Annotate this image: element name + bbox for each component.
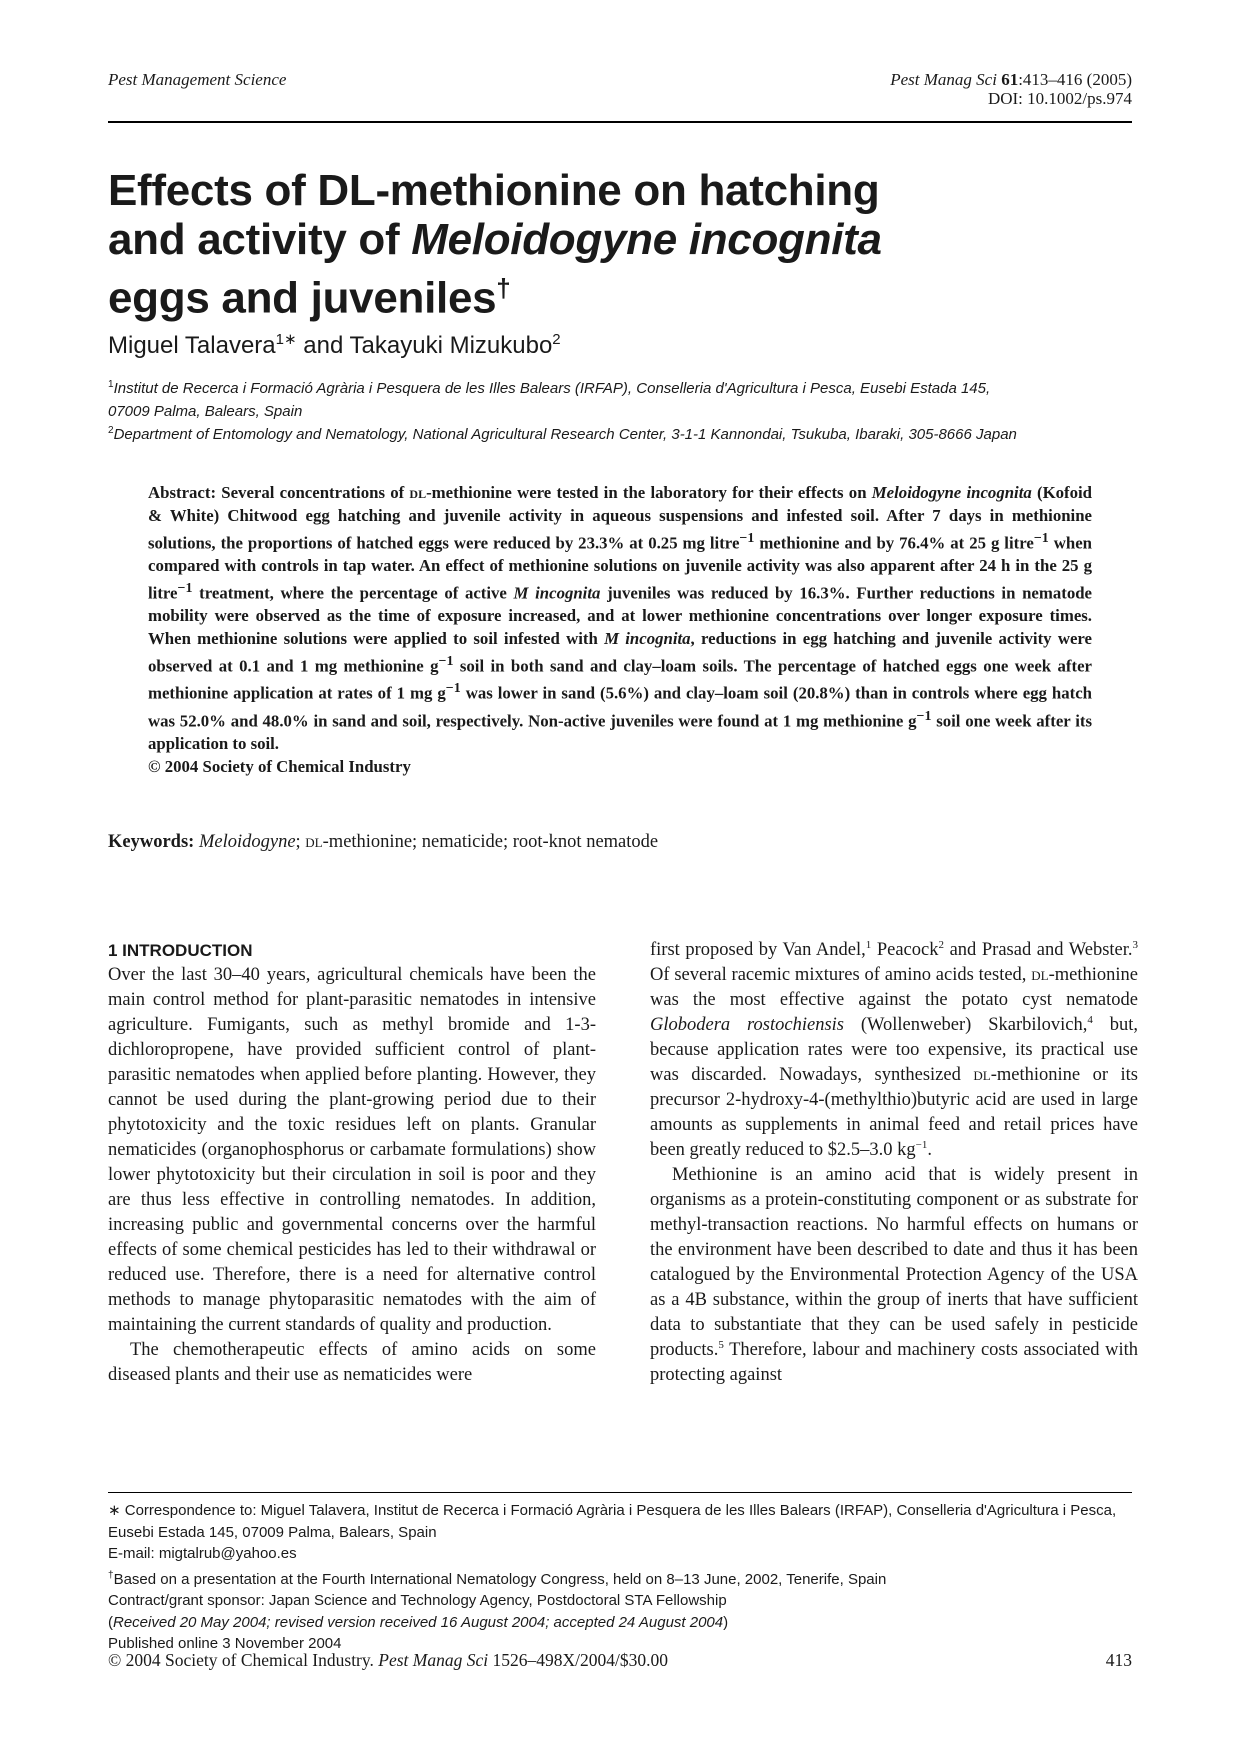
intro-paragraph-1: Over the last 30–40 years, agricultural chemicals have been the main control method for plant-parasitic nematodes in intensive agriculture. Fumigants, such as methyl bromide and 1-3-dichloropropene, have provided sufficient control of plant-parasitic nematodes when applied before planting. However, they cannot be used during the plant-growing period due to their phytotoxicity and the toxic residues left on plants. Granular nematicides (organophosphorus or carbamate formulations) show lower phytotoxicity but their circulation in soil is poor and they are thus less effective in controlling nematodes. In addition, increasing public and governmental concerns over the harmful effects of some chemical pesticides has led to their withdrawal or reduced use. Therefore, there is a need for alternative control methods to manage phytoparasitic nematodes with the aim of maintaining the current standards of quality and production. [108, 965, 596, 1335]
footer-copyright: © 2004 Society of Chemical Industry. Pest Manag Sci 1526–498X/2004/$30.00 [108, 1650, 668, 1670]
footnote-rule [108, 1492, 1132, 1493]
authors: Miguel Talavera$^{1∗}$ and Takayuki Mizukubo$^2$ [108, 331, 561, 359]
author-1: Miguel Talavera [108, 332, 276, 359]
title-line-2: and activity of Meloidogyne incognita [108, 215, 882, 264]
title-line-3: eggs and juveniles† [108, 273, 511, 323]
citation-volume: 61 [1001, 70, 1019, 89]
article-title [108, 166, 1128, 323]
citation [890, 70, 1132, 108]
title-line-1: Effects of DL-methionine on hatching [108, 166, 880, 215]
author-2: Takayuki Mizukubo [349, 332, 553, 359]
column-right [650, 938, 1138, 1388]
citation-journal: Pest Manag Sci [890, 70, 1002, 89]
received-footnote: (Received 20 May 2004; revised version received 16 August 2004; accepted 24 August 2004) [108, 1613, 729, 1631]
keywords: Keywords: Meloidogyne; dl-methionine; nematicide; root-knot nematode [108, 832, 659, 852]
title-species: Meloidogyne incognita [411, 215, 882, 264]
column-left [108, 938, 596, 1388]
abstract-label: Abstract: [148, 483, 217, 502]
keywords-label: Keywords: [108, 832, 195, 852]
title-dagger: † [496, 273, 511, 303]
intro-paragraph-2-cont: first proposed by Van Andel,$^1$ Peacock$^2$ and Prasad and Webster.$^3$ Of several racemic mixtures of amino acids tested, dl-methionine was the most effective against the potato cyst nematode Globodera rostochiensis (Wollenweber) Skarbilovich,$^4$ but, because application rates were too expensive, its practical use was discarded. Nowadays, synthesized dl-methionine or its precursor 2-hydroxy-4-(methylthio)butyric acid are used in large amounts as supplements in animal feed and retail prices have been greatly reduced to $2.5–3.0 $kg^{-1}$. [650, 938, 1139, 1160]
presentation-footnote: †Based on a presentation at the Fourth International Nematology Congress, held on 8–13 June, 2002, Tenerife, Spain [108, 1569, 887, 1588]
affiliation-2: $^2$Department of Entomology and Nematology, National Agricultural Research Center, 3-1-1 Kannondai, Tsukuba, Ibaraki, 305-8666 Japan [108, 425, 1017, 443]
intro-paragraph-3: Methionine is an amino acid that is widely present in organisms as a protein-constituting component or as substrate for methyl-transaction reactions. No harmful effects on humans or the environment have been described to date and thus it has been catalogued by the Environmental Protection Agency of the USA as a 4B substance, within the group of inerts that have sufficient data to substantiate that they can be used safely in pesticide products.$^5$ Therefore, labour and machinery costs associated with protecting against [650, 1165, 1138, 1385]
published-footnote: Published online 3 November 2004 [108, 1635, 342, 1652]
abstract-copyright: © 2004 Society of Chemical Industry [148, 756, 411, 776]
doi: DOI: 10.1002/ps.974 [987, 89, 1132, 108]
header-rule [108, 121, 1132, 123]
page-number: 413 [1105, 1650, 1132, 1670]
intro-paragraph-2: The chemotherapeutic effects of amino acids on some diseased plants and their use as nematicides were [108, 1340, 596, 1385]
journal-name: Pest Management Science [108, 70, 287, 89]
grant-footnote: Contract/grant sponsor: Japan Science and Technology Agency, Postdoctoral STA Fellowship [108, 1592, 727, 1609]
footnotes [108, 1500, 1132, 1655]
citation-pages: :413–416 (2005) [1018, 70, 1132, 89]
abstract [148, 482, 1092, 779]
section-heading-introduction: 1 INTRODUCTION [108, 941, 253, 960]
email-footnote: E-mail: migtalrub@yahoo.es [108, 1545, 297, 1562]
abstract-body: Abstract: Several concentrations of dl-methionine were tested in the laboratory for their effects on Meloidogyne incognita (Kofoid & White) Chitwood egg hatching and juvenile activity in aqueous suspensions and infested soil. After 7 days in methionine solutions, the proportions of hatched eggs were reduced by 23.3% at 0.25 mg litre$^{-1}$ methionine and by 76.4% at 25 g litre$^{-1}$ when compared with controls in tap water. An effect of methionine solutions on juvenile activity was also apparent after 24 h in the 25 g litre$^{-1}$ treatment, where the percentage of active M incognita juveniles was reduced by 16.3%. Further reductions in nematode mobility were observed as the time of exposure increased, and at lower methionine concentrations over longer exposure times. When methionine solutions were applied to soil infested with M incognita, reductions in egg hatching and juvenile activity were observed at 0.1 and 1 mg methionine $g^{-1}$ soil in both sand and clay–loam soils. The percentage of hatched eggs one week after methionine application at rates of 1 mg $g^{-1}$ was lower in sand (5.6%) and clay–loam soil (20.8%) than in controls where egg hatch was 52.0% and 48.0% in sand and soil, respectively. Non-active juveniles were found at 1 mg methionine $g^{-1}$ soil one week after its application to soil. [148, 483, 1093, 753]
correspondence-footnote: ∗ Correspondence to: Miguel Talavera, Institut de Recerca i Formació Agrària i Pesquera de les Illes Balears (IRFAP), Conselleria d'Agricultura i Pesca, Eusebi Estada 145, 07009 Palma, Balears, Spain [108, 1502, 1117, 1541]
affiliation-1: $^1$Institut de Recerca i Formació Agrària i Pesquera de les Illes Balears (IRFAP), Conselleria d'Agricultura i Pesca, Eusebi Estada 145, 07009 Palma, Balears, Spain [108, 379, 991, 420]
